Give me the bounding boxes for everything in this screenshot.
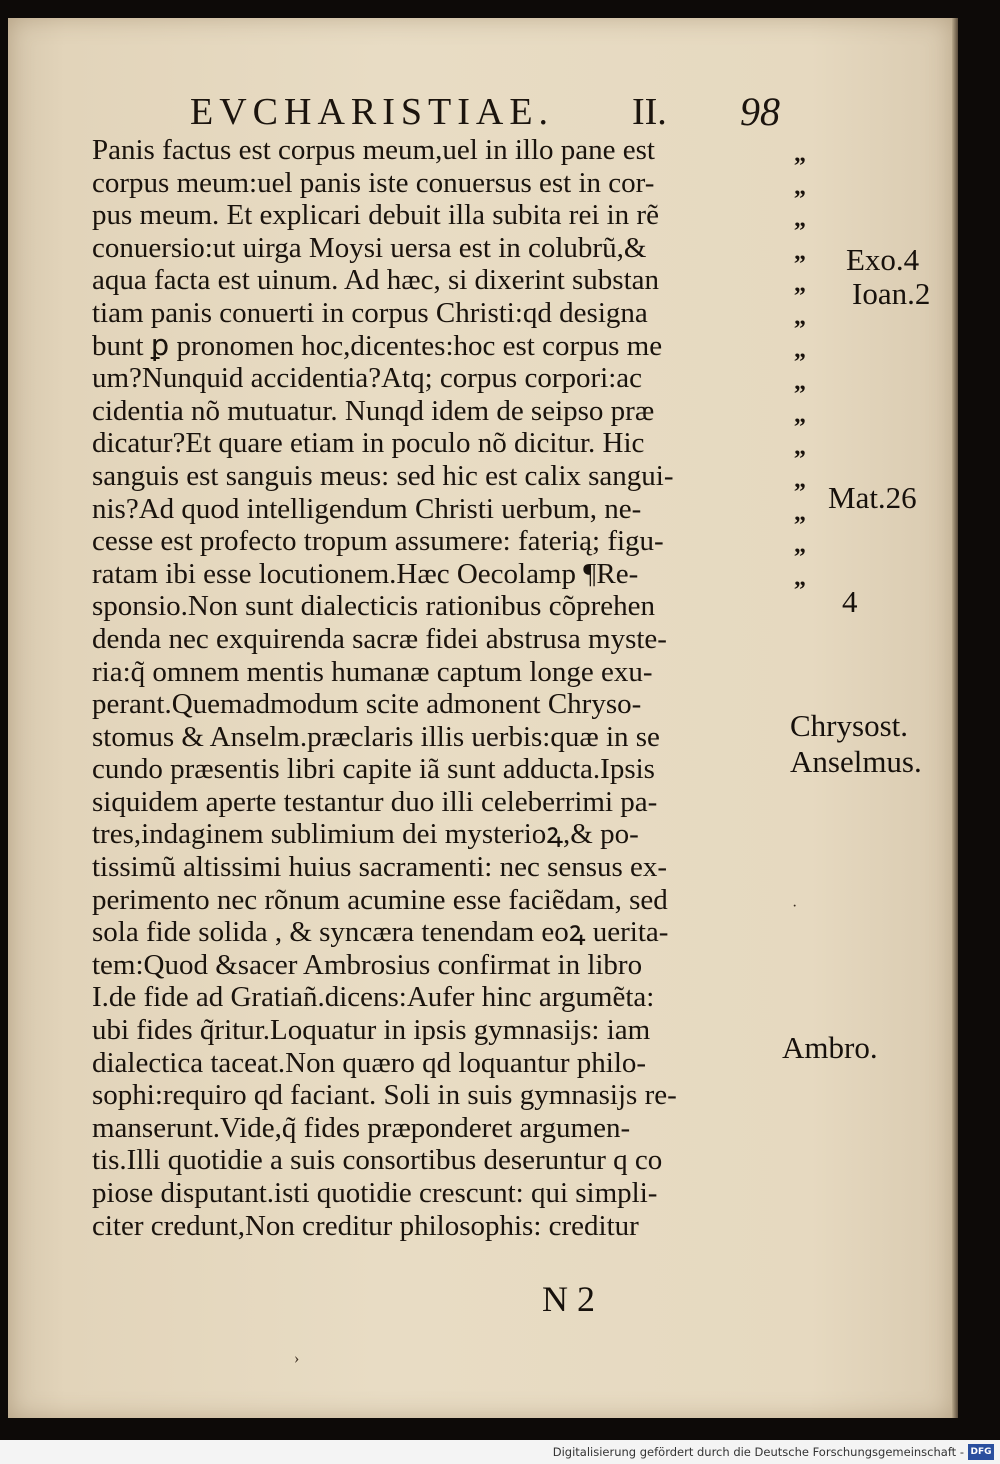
text-line: tem:Quod &sacer Ambrosius confirmat in libro <box>92 948 643 981</box>
text-line: tis.Illi quotidie a suis consortibus deseruntur q co <box>92 1144 663 1177</box>
quotation-mark: „ <box>794 336 806 363</box>
quotation-mark: „ <box>794 238 806 265</box>
digitization-footer <box>0 1440 1000 1464</box>
text-line: Panis factus est corpus meum,uel in illo pane est <box>92 134 655 166</box>
ink-speck: · <box>792 898 798 915</box>
quotation-mark: „ <box>794 369 806 396</box>
margin-note-ioan: Ioan.2 <box>852 276 931 311</box>
margin-note-anselmus: Anselmus. <box>790 744 922 779</box>
text-line: tiam panis conuerti in corpus Christi:qd designa <box>92 296 648 329</box>
text-line: sanguis est sanguis meus: sed hic est calix sangui- <box>92 459 674 492</box>
quotation-mark: „ <box>794 141 806 167</box>
ink-speck: › <box>294 1350 300 1367</box>
text-line: piose disputant.isti quotidie crescunt: qui simpli- <box>92 1177 658 1209</box>
text-line: um?Nunquid accidentia?Atq; corpus corpori:ac <box>92 362 642 395</box>
text-line: citer credunt,Non creditur philosophis: creditur <box>92 1209 639 1242</box>
text-line: pus meum. Et explicari debuit illa subita rei in rẽ <box>92 199 659 232</box>
text-line: corpus meum:uel panis iste conuersus est in cor- <box>92 166 655 199</box>
quotation-mark: „ <box>794 303 806 330</box>
text-line: ubi fides q̃ritur.Loquatur in ipsis gymnasijs: iam <box>92 1014 651 1047</box>
text-line: manserunt.Vide,q̃ fides præponderet argumen- <box>92 1111 631 1144</box>
footer-credit: Digitalisierung gefördert durch die Deutsche Forschungsgemeinschaft - <box>552 1445 964 1459</box>
text-line: sola fide solida , & syncæra tenendam eoꝝ uerita- <box>92 916 669 949</box>
text-line: bunt ꝑ pronomen hoc,dicentes:hoc est corpus me <box>92 329 663 362</box>
header-book-numeral: II. <box>632 91 667 133</box>
margin-note-exo: Exo.4 <box>846 242 920 277</box>
quotation-marks-column <box>794 134 834 590</box>
quotation-mark: „ <box>794 466 806 493</box>
quotation-mark: „ <box>794 206 806 233</box>
text-line: perant.Quemadmodum scite admonent Chryso- <box>92 688 642 721</box>
text-line: sponsio.Non sunt dialecticis rationibus cõprehen <box>92 590 655 623</box>
text-line: conuersio:ut uirga Moysi uersa est in colubrũ,& <box>92 231 647 264</box>
dfg-logo-icon[interactable]: DFG <box>968 1444 994 1460</box>
quotation-mark: „ <box>794 564 806 591</box>
text-line: aqua facta est uinum. Ad hæc, si dixerint substan <box>92 264 660 297</box>
text-line: ratam ibi esse locutionem.Hæc Oecolamp ¶Re- <box>92 557 639 590</box>
text-line: cesse est profecto tropum assumere: faterią; figu- <box>92 525 664 558</box>
page-number: 98 <box>740 89 780 134</box>
margin-note-ambro: Ambro. <box>782 1030 878 1065</box>
text-line: perimento nec rõnum acumine esse faciẽdam, sed <box>92 883 668 916</box>
signature-mark: N 2 <box>542 1279 595 1319</box>
text-line: denda nec exquirenda sacræ fidei abstrusa myste- <box>92 622 667 655</box>
quotation-mark: „ <box>794 173 806 200</box>
quotation-mark: „ <box>794 434 806 461</box>
text-line: stomus & Anselm.præclaris illis uerbis:quæ in se <box>92 720 660 753</box>
text-line: dicatur?Et quare etiam in poculo nõ dicitur. Hic <box>92 427 645 460</box>
quotation-mark: „ <box>794 532 806 559</box>
margin-note-chrysost: Chrysost. <box>790 708 908 743</box>
main-text-block <box>92 134 782 1242</box>
running-header <box>180 90 800 140</box>
text-line: cidentia nõ mutuatur. Nunqd idem de seipso præ <box>92 394 655 427</box>
text-line: tres,indaginem sublimium dei mysterioꝝ,& po- <box>92 818 639 851</box>
text-line: I.de fide ad Gratiañ.dicens:Aufer hinc argumẽta: <box>92 981 655 1014</box>
text-line: dialectica taceat.Non quæro qd loquantur philo- <box>92 1046 647 1079</box>
text-line: siquidem aperte testantur duo illi celeberrimi pa- <box>92 785 658 818</box>
quotation-mark: „ <box>794 499 806 526</box>
text-line: tissimũ altissimi huius sacramenti: nec sensus ex- <box>92 851 668 884</box>
text-line: cundo præsentis libri capite iã sunt adducta.Ipsis <box>92 753 655 786</box>
text-line: nis?Ad quod intelligendum Christi uerbum, ne- <box>92 492 642 525</box>
margin-note-mat: Mat.26 <box>828 480 917 515</box>
text-line: sophi:requiro qd faciant. Soli in suis gymnasijs re- <box>92 1079 677 1112</box>
quotation-mark: „ <box>794 271 806 298</box>
text-line: ria:q̃ omnem mentis humanæ captum longe exu- <box>92 655 653 688</box>
margin-note-four: 4 <box>842 584 858 619</box>
page-edge <box>952 18 958 1418</box>
quotation-mark: „ <box>794 401 806 428</box>
header-title: EVCHARISTIAE. <box>190 91 555 133</box>
